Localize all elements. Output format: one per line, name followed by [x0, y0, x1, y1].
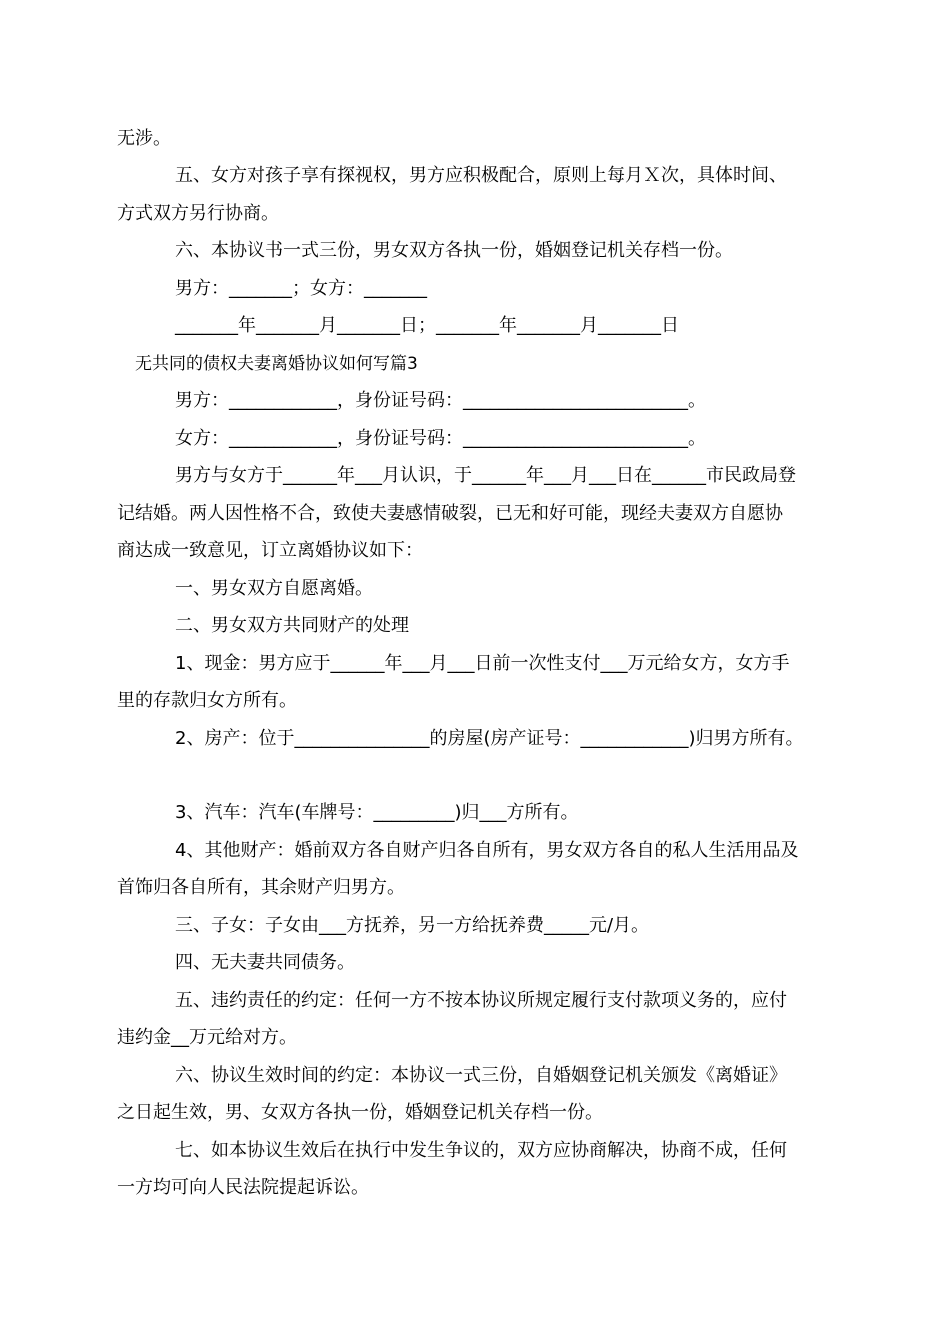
text-line: 商达成一致意见，订立离婚协议如下：: [117, 540, 423, 561]
text-line: 六、协议生效时间的约定：本协议一式三份，自婚姻登记机关颁发《离婚证》: [175, 1065, 787, 1086]
text-line: 首饰归各自所有，其余财产归男方。: [117, 877, 405, 898]
text-line: 六、本协议书一式三份，男女双方各执一份，婚姻登记机关存档一份。: [175, 240, 733, 261]
text-line: 1、现金：男方应于______年___月___日前一次性支付___万元给女方，女方手: [175, 653, 790, 674]
text-line: 男方：____________，身份证号码：_________________________。: [175, 390, 706, 411]
text-line: _______年_______月_______日；_______年_______月_______日: [175, 315, 679, 336]
text-line: 4、其他财产：婚前双方各自财产归各自所有，男女双方各自的私人生活用品及: [175, 840, 799, 861]
text-line: 里的存款归女方所有。: [117, 690, 297, 711]
text-line: 2、房产：位于_______________的房屋(房产证号：____________)归男方所有。: [175, 728, 804, 749]
text-line: 五、违约责任的约定：任何一方不按本协议所规定履行支付款项义务的，应付: [175, 990, 787, 1011]
text-line: 之日起生效，男、女双方各执一份，婚姻登记机关存档一份。: [117, 1102, 603, 1123]
text-line: 无涉。: [117, 128, 171, 149]
text-line: 3、汽车：汽车(车牌号：_________)归___方所有。: [175, 802, 579, 823]
text-line: 四、无夫妻共同债务。: [175, 952, 355, 973]
section-heading: 无共同的债权夫妻离婚协议如何写篇3: [135, 354, 418, 374]
text-line: 违约金__万元给对方。: [117, 1027, 297, 1048]
text-line: 三、子女：子女由___方抚养，另一方给抚养费_____元/月。: [175, 915, 650, 936]
text-line: 一方均可向人民法院提起诉讼。: [117, 1177, 369, 1198]
text-line: 二、男女双方共同财产的处理: [175, 615, 409, 636]
text-line: 女方：____________，身份证号码：_________________________。: [175, 428, 706, 449]
text-line: 男方与女方于______年___月认识，于______年___月___日在______市民政局登: [175, 465, 796, 486]
text-line: 记结婚。两人因性格不合，致使夫妻感情破裂，已无和好可能，现经夫妻双方自愿协: [117, 503, 783, 524]
text-line: 一、男女双方自愿离婚。: [175, 578, 373, 599]
text-line: 方式双方另行协商。: [117, 203, 279, 224]
text-line: 男方：_______；女方：_______: [175, 278, 427, 299]
text-line: 五、女方对孩子享有探视权，男方应积极配合，原则上每月Ｘ次，具体时间、: [175, 165, 787, 186]
text-line: 七、如本协议生效后在执行中发生争议的，双方应协商解决，协商不成，任何: [175, 1140, 787, 1161]
